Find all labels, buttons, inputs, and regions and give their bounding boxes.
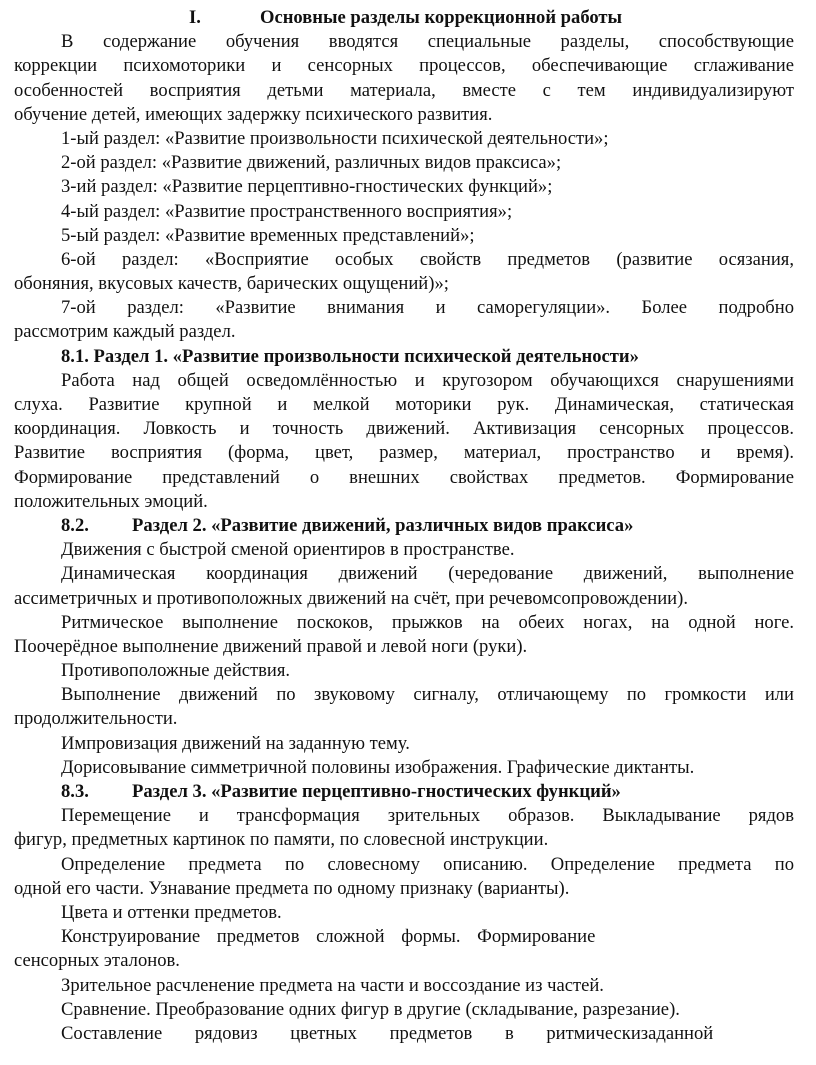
main-heading — [14, 6, 794, 30]
paragraph-line: Динамическая координация движений (чередование движений, выполнение — [61, 563, 794, 585]
paragraph-line: продолжительности. — [14, 708, 178, 730]
paragraph-line: Работа над общей осведомлённостью и кругозором обучающихся снарушениями — [61, 369, 794, 391]
paragraph-line: положительных эмоций. — [14, 490, 208, 512]
section-list-item: 5-ый раздел: «Развитие временных представлений»; — [61, 224, 475, 246]
paragraph-line: Конструирование предметов сложной формы. Формирование — [61, 926, 596, 948]
section-number: 8.2. — [61, 514, 89, 536]
section-heading-8-1: 8.1. Раздел 1. «Развитие произвольности психической деятельности» — [61, 345, 639, 367]
paragraph-line: Дорисовывание симметричной половины изображения. Графические диктанты. — [61, 756, 695, 778]
paragraph-line: Сравнение. Преобразование одних фигур в другие (складывание, разрезание). — [61, 998, 680, 1020]
section-heading-8-3 — [14, 780, 794, 804]
section-list-item: 4-ый раздел: «Развитие пространственного восприятия»; — [61, 200, 513, 222]
intro-line: обучение детей, имеющих задержку психического развития. — [14, 103, 493, 125]
paragraph-line: Выполнение движений по звуковому сигналу, отличающему по громкости или — [61, 684, 794, 706]
intro-line: особенностей восприятия детьми материала, вместе с тем индивидуализируют — [14, 79, 794, 101]
section-list-item: обоняния, вкусовых качеств, барических ощущений)»; — [14, 273, 449, 295]
section-heading-8-2 — [14, 514, 794, 538]
section-list-item: 3-ий раздел: «Развитие перцептивно-гностических функций»; — [61, 176, 553, 198]
paragraph-line: Цвета и оттенки предметов. — [61, 901, 282, 923]
intro-line: коррекции психомоторики и сенсорных процессов, обеспечивающие сглаживание — [14, 55, 794, 77]
section-list-item: 7-ой раздел: «Развитие внимания и саморегуляции». Более подробно — [61, 297, 794, 319]
section-title: Раздел 2. «Развитие движений, различных видов праксиса» — [132, 514, 634, 536]
section-title: Раздел 3. «Развитие перцептивно-гностических функций» — [132, 781, 621, 802]
paragraph-line: Импровизация движений на заданную тему. — [61, 732, 410, 754]
paragraph-line: Перемещение и трансформация зрительных образов. Выкладывание рядов — [61, 805, 794, 827]
paragraph-line: ассиметричных и противоположных движений на счёт, при речевомсопровождении). — [14, 587, 688, 609]
paragraph-line: Поочерёдное выполнение движений правой и левой ноги (руки). — [14, 635, 528, 657]
paragraph-line: Развитие восприятия (форма, цвет, размер, материал, пространство и время). — [14, 442, 794, 464]
paragraph-line: одной его части. Узнавание предмета по одному признаку (варианты). — [14, 877, 570, 899]
section-list-item: 1-ый раздел: «Развитие произвольности психической деятельности»; — [61, 127, 609, 149]
paragraph-line: Определение предмета по словесному описанию. Определение предмета по — [61, 853, 794, 875]
paragraph-line: Движения с быстрой сменой ориентиров в пространстве. — [61, 539, 515, 561]
paragraph-line: Формирование представлений о внешних свойствах предметов. Формирование — [14, 466, 794, 488]
paragraph-line: Составление рядовиз цветных предметов в ритмическизаданной — [61, 1022, 714, 1044]
paragraph-line: Противоположные действия. — [61, 660, 291, 682]
paragraph-line: Ритмическое выполнение поскоков, прыжков на обеих ногах, на одной ноге. — [61, 611, 794, 633]
main-heading-title: Основные разделы коррекционной работы — [260, 7, 623, 28]
paragraph-line: сенсорных эталонов. — [14, 950, 180, 972]
paragraph-line: фигур, предметных картинок по памяти, по словесной инструкции. — [14, 829, 549, 851]
section-list-item: рассмотрим каждый раздел. — [14, 321, 236, 343]
section-list-item: 6-ой раздел: «Восприятие особых свойств предметов (развитие осязания, — [61, 248, 794, 270]
main-heading-number: I. — [189, 7, 201, 28]
paragraph-line: координация. Ловкость и точность движений. Активизация сенсорных процессов. — [14, 418, 794, 440]
section-list-item: 2-ой раздел: «Развитие движений, различных видов праксиса»; — [61, 152, 562, 174]
section-number: 8.3. — [61, 781, 89, 802]
intro-line: В содержание обучения вводятся специальные разделы, способствующие — [61, 31, 794, 53]
paragraph-line: Зрительное расчленение предмета на части и воссоздание из частей. — [61, 974, 604, 996]
paragraph-line: слуха. Развитие крупной и мелкой моторики рук. Динамическая, статическая — [14, 394, 794, 415]
